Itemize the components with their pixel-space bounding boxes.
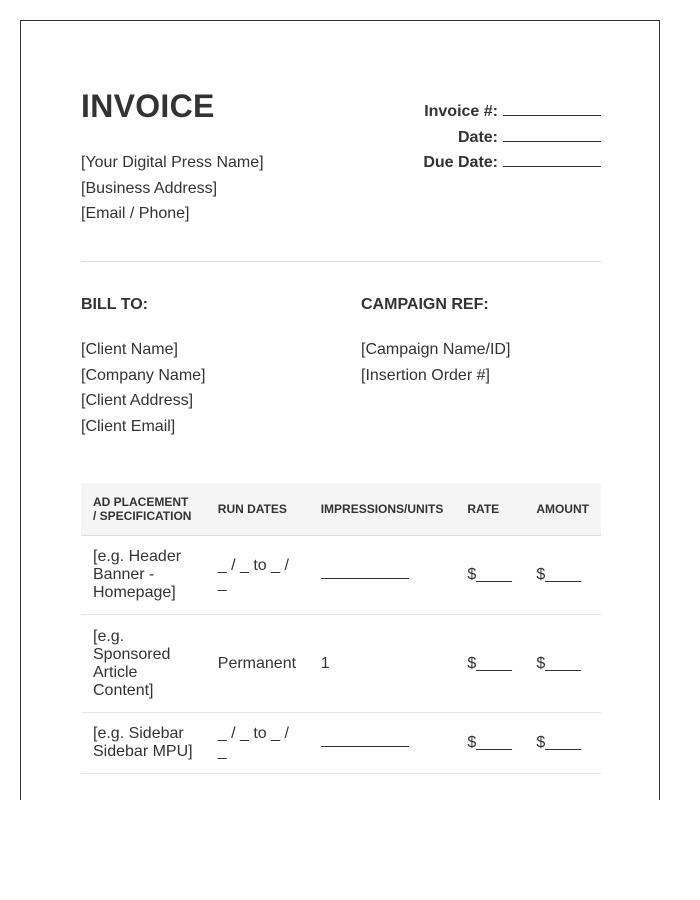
table-row <box>81 615 601 713</box>
table-header-row <box>81 483 601 536</box>
header-rate: RATE <box>455 483 524 536</box>
header-run-dates: RUN DATES <box>206 483 309 536</box>
invoice-title: INVOICE <box>81 88 215 124</box>
due-date-blank[interactable] <box>503 152 601 167</box>
header-divider <box>81 261 601 262</box>
date-blank[interactable] <box>503 127 601 142</box>
run-dates-cell: Permanent <box>206 615 309 713</box>
rate-cell: $____ <box>455 536 524 615</box>
insertion-order: [Insertion Order #] <box>361 366 490 384</box>
table-row <box>81 536 601 615</box>
sender-address: [Business Address] <box>81 179 218 197</box>
run-dates-cell: _ / _ to _ / _ <box>206 713 309 774</box>
units-blank[interactable] <box>321 566 409 579</box>
sender-contact: [Email / Phone] <box>81 205 190 222</box>
invoice-number-blank[interactable] <box>503 101 601 116</box>
amount-cell: $____ <box>524 536 601 615</box>
rate-cell: $____ <box>455 713 524 774</box>
units-blank[interactable] <box>321 734 409 747</box>
client-email: [Client Email] <box>81 417 176 435</box>
invoice-number-row <box>423 99 601 125</box>
header-amount: AMOUNT <box>524 483 601 536</box>
due-date-label: Due Date: <box>423 154 498 171</box>
bill-to-block <box>81 337 206 439</box>
units-cell[interactable] <box>309 713 456 774</box>
placement-cell: [e.g. Sidebar Sidebar MPU] <box>81 713 206 774</box>
header-impressions: IMPRESSIONS/UNITS <box>309 483 456 536</box>
date-row <box>423 125 601 151</box>
client-address: [Client Address] <box>81 392 194 409</box>
amount-cell: $____ <box>524 713 601 774</box>
placement-cell: [e.g. Sponsored Article Content] <box>81 615 206 713</box>
sender-name: [Your Digital Press Name] <box>81 154 264 171</box>
header-placement: AD PLACEMENT / SPECIFICATION <box>81 483 206 536</box>
table-row <box>81 713 601 774</box>
date-label: Date: <box>457 128 498 146</box>
campaign-ref-heading: CAMPAIGN REF: <box>361 296 489 313</box>
campaign-name: [Campaign Name/ID] <box>361 341 511 358</box>
units-cell[interactable] <box>309 536 456 615</box>
due-date-row <box>423 150 601 176</box>
invoice-number-label: Invoice #: <box>424 103 498 120</box>
sender-block <box>81 150 264 227</box>
invoice-meta <box>423 99 601 176</box>
client-name: [Client Name] <box>81 341 178 358</box>
placement-cell: [e.g. Header Banner - Homepage] <box>81 536 206 615</box>
bill-to-heading: BILL TO: <box>81 296 148 313</box>
campaign-block <box>361 337 510 388</box>
units-cell: 1 <box>309 615 456 713</box>
amount-cell: $____ <box>524 615 601 713</box>
line-items-table <box>81 483 601 774</box>
rate-cell: $____ <box>455 615 524 713</box>
run-dates-cell: _ / _ to _ / _ <box>206 536 309 615</box>
company-name: [Company Name] <box>81 366 206 384</box>
